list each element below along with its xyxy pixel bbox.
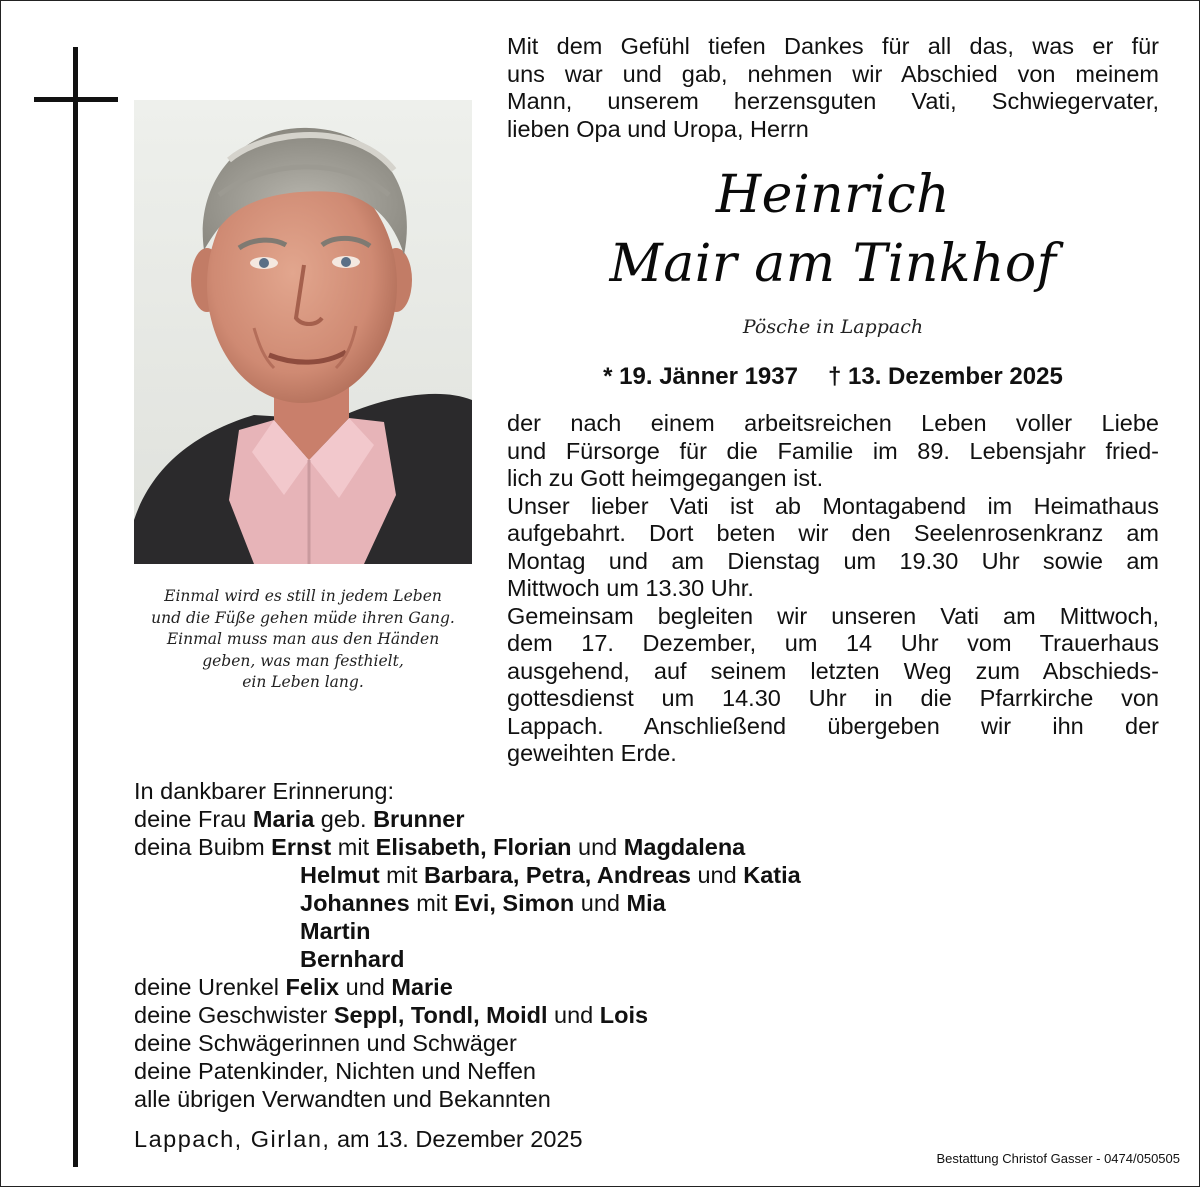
- body-line: Gemeinsam begleiten wir unseren Vati am Mittwoch,: [507, 602, 1159, 629]
- body-line: aufgebahrt. Dort beten wir den Seelenrosenkranz am: [507, 520, 1159, 546]
- mourners-heading: In dankbarer Erinnerung:: [134, 778, 394, 804]
- place-and-date: [134, 1124, 583, 1154]
- main-paragraph: [507, 410, 1159, 768]
- mourner-son-ernst: deina Buibm Ernst mit Elisabeth, Florian und Magdalena: [134, 834, 746, 860]
- intro-paragraph: [507, 33, 1159, 143]
- cross-vertical-bar: [73, 47, 78, 1167]
- quote-line: und die Füße gehen müde ihren Gang.: [151, 608, 455, 627]
- body-line: der nach einem arbeitsreichen Leben voller Liebe: [507, 410, 1159, 436]
- intro-line: Mit dem Gefühl tiefen Dankes für all das, was er für: [507, 33, 1159, 59]
- mourner-others: alle übrigen Verwandten und Bekannten: [134, 1086, 551, 1112]
- body-line: Montag und am Dienstag um 19.30 Uhr sowie am: [507, 547, 1159, 574]
- mourner-son-johannes: Johannes mit Evi, Simon und Mia: [300, 890, 666, 916]
- portrait-photo: [134, 100, 472, 564]
- mourner-son-martin: Martin: [300, 918, 371, 944]
- life-dates: [507, 362, 1159, 392]
- mourner-wife: deine Frau Maria geb. Brunner: [134, 806, 465, 832]
- body-line: Unser lieber Vati ist ab Montagabend im Heimathaus: [507, 492, 1159, 519]
- quote-line: ein Leben lang.: [242, 673, 364, 691]
- body-line: und Fürsorge für die Familie im 89. Lebensjahr fried-: [507, 437, 1159, 464]
- body-line: dem 17. Dezember, um 14 Uhr vom Trauerhaus: [507, 630, 1159, 656]
- body-line: gottesdienst um 14.30 Uhr in die Pfarrkirche von: [507, 685, 1159, 711]
- mourner-godchildren: deine Patenkinder, Nichten und Neffen: [134, 1058, 536, 1084]
- intro-line: uns war und gab, nehmen wir Abschied von meinem: [507, 60, 1159, 87]
- mourner-son-bernhard: Bernhard: [300, 946, 405, 972]
- mourner-great-grandchildren: deine Urenkel Felix und Marie: [134, 974, 453, 1000]
- deceased-last-name: Mair am Tinkhof: [609, 234, 1057, 294]
- homestead-name: Pösche in Lappach: [742, 316, 924, 338]
- intro-line: lieben Opa und Uropa, Herrn: [507, 115, 809, 142]
- intro-line: Mann, unserem herzensguten Vati, Schwiegervater,: [507, 88, 1159, 114]
- birth-date: * 19. Jänner 1937: [603, 363, 798, 390]
- deceased-first-name: Heinrich: [715, 165, 951, 225]
- quote-line: geben, was man festhielt,: [202, 651, 404, 670]
- memorial-quote: [134, 586, 472, 694]
- quote-line: Einmal wird es still in jedem Leben: [164, 587, 442, 605]
- body-line: Mittwoch um 13.30 Uhr.: [507, 575, 754, 601]
- death-date: † 13. Dezember 2025: [827, 363, 1063, 390]
- quote-line: Einmal muss man aus den Händen: [166, 630, 440, 648]
- body-line: Lappach. Anschließend übergeben wir ihn der: [507, 712, 1159, 739]
- undertaker-credit: Bestattung Christof Gasser - 0474/050505: [936, 1151, 1180, 1166]
- body-line: geweihten Erde.: [507, 740, 677, 766]
- mourner-siblings: deine Geschwister Seppl, Tondl, Moidl und Lois: [134, 1002, 649, 1028]
- body-line: ausgehend, auf seinem letzten Weg zum Abschieds-: [507, 657, 1159, 684]
- place-name: Lappach, Girlan,: [134, 1126, 331, 1152]
- mourners-list: [134, 777, 801, 1113]
- notice-date: am 13. Dezember 2025: [330, 1126, 583, 1152]
- cross-horizontal-bar: [34, 97, 118, 102]
- mourner-son-helmut: Helmut mit Barbara, Petra, Andreas und Katia: [300, 862, 801, 888]
- mourner-inlaws: deine Schwägerinnen und Schwäger: [134, 1030, 517, 1056]
- body-line: lich zu Gott heimgegangen ist.: [507, 465, 824, 491]
